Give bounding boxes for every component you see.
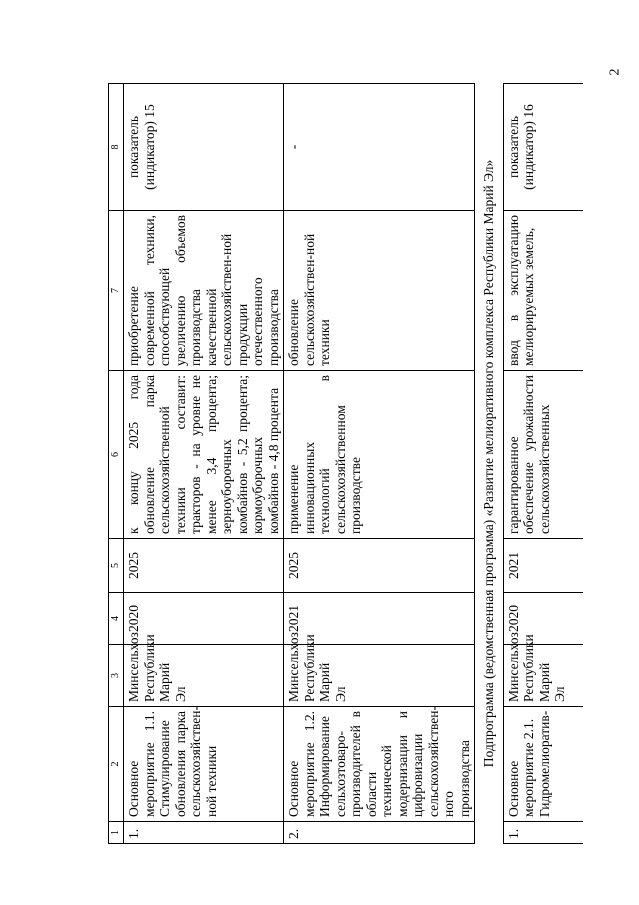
- expected-result: к концу 2025 года обновление парка сельскохозяйственной техники составит: тракторов - на уровне не менее 3,4 процента; зерноуборочных комбайнов - 5,2 процента; кормоуборочных комбайнов - 4,8 процента: [124, 371, 284, 539]
- measure-name: Основное мероприятие 1.1. Стимулирование обновления парка сельскохозяйствен-ной техники: [124, 707, 284, 822]
- end-year: 2025: [124, 539, 284, 593]
- indicator: показатель (индикатор) 15: [124, 84, 284, 211]
- row-number: 1.: [124, 822, 284, 844]
- column-number: 5: [109, 539, 124, 593]
- end-year: 2021: [503, 539, 583, 593]
- subprogram-row: [475, 84, 504, 844]
- expected-result: применение инновационных технологий в сельскохозяйственном производстве: [284, 371, 475, 539]
- expected-result: гарантированное обеспечение урожайности сельскохозяйственных: [503, 371, 583, 539]
- column-number: 3: [109, 645, 124, 707]
- page-number: 2: [607, 68, 623, 76]
- start-year: 2021: [284, 593, 475, 645]
- executor: Минсельхоз Республики Марий Эл: [503, 645, 583, 707]
- measure-name: Основное мероприятие 1.2. Информирование сельхозтоваро-производителей в области технической модернизации и цифровизации сельскохозяйствен-ного производства: [284, 707, 475, 822]
- column-number: 8: [109, 84, 124, 211]
- column-number-row: [109, 84, 124, 844]
- table-row: [284, 84, 475, 844]
- measures-table: [108, 83, 583, 844]
- consequences: ввод в эксплуатацию мелиорируемых земель,: [503, 211, 583, 371]
- column-number: 2: [109, 707, 124, 822]
- executor: Минсельхоз Республики Марий Эл: [124, 645, 284, 707]
- row-number: 2.: [284, 822, 475, 844]
- subprogram-title: Подпрограмма (ведомственная программа) «Развитие мелиоративного комплекса Республики Марий Эл»: [475, 84, 504, 844]
- end-year: 2025: [284, 539, 475, 593]
- column-number: 7: [109, 211, 124, 371]
- rotated-table-container: [108, 84, 608, 844]
- measure-name: Основное мероприятие 2.1. Гидромелиоратив-: [503, 707, 583, 822]
- table-row: [503, 84, 583, 844]
- start-year: 2020: [503, 593, 583, 645]
- start-year: 2020: [124, 593, 284, 645]
- indicator: -: [284, 84, 475, 211]
- column-number: 1: [109, 822, 124, 844]
- table-row: [124, 84, 284, 844]
- column-number: 6: [109, 371, 124, 539]
- row-number: 1.: [503, 822, 583, 844]
- indicator: показатель (индикатор) 16: [503, 84, 583, 211]
- column-number: 4: [109, 593, 124, 645]
- executor: Минсельхоз Республики Марий Эл: [284, 645, 475, 707]
- consequences: приобретение современной техники, способствующей увеличению объемов производства качественной сельскохозяйствен-ной продукции отечественного производства: [124, 211, 284, 371]
- consequences: обновление сельскохозяйствен-ной техники: [284, 211, 475, 371]
